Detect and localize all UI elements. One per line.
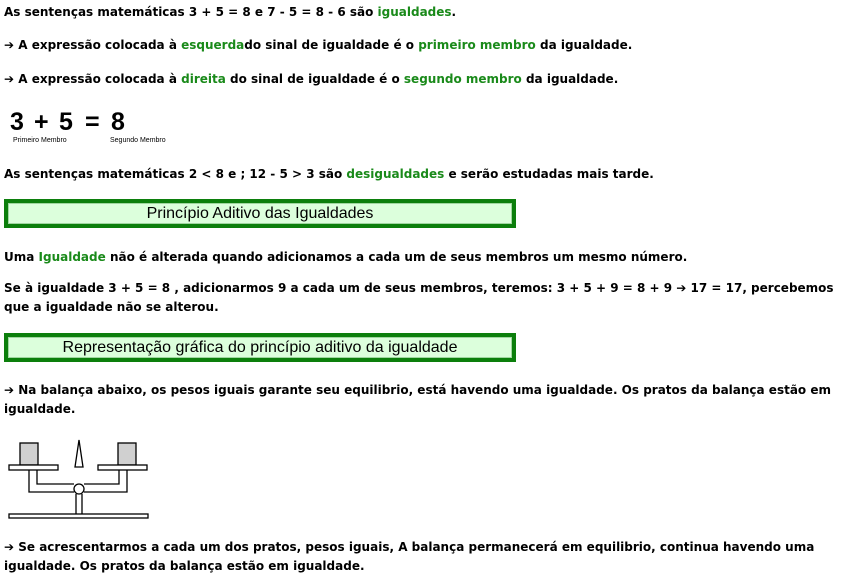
text: . [451, 5, 457, 19]
highlight-primeiro-membro: primeiro membro [418, 38, 536, 52]
text: do sinal de igualdade é o [225, 72, 404, 86]
right-plate [98, 465, 147, 470]
section-header-principio-aditivo [4, 199, 516, 228]
arrow-icon: ➔ [4, 38, 15, 52]
arrow-icon: ➔ [4, 540, 15, 554]
eq-left: 3 [10, 108, 24, 136]
eq-equals: = [85, 108, 100, 136]
text: Se à igualdade 3 + 5 = 8 , adicionarmos 9 a cada um de seus membros, teremos: 3 + 5 + 9 = 8 + 9 [4, 281, 677, 295]
balance-scale-illustration [4, 432, 150, 520]
paragraph-exemplo [4, 279, 849, 317]
highlight-desigualdades: desigualdades [346, 167, 445, 181]
section-header-representacao [4, 333, 516, 362]
paragraph-segundo-membro [4, 71, 618, 87]
scale-base [9, 514, 148, 518]
caption-primeiro-membro: Primeiro Membro [13, 137, 67, 144]
text: As sentenças matemáticas 2 < 8 e ; 12 - 5 > 3 são [4, 167, 347, 181]
scale-pivot [74, 484, 84, 494]
eq-right: 8 [111, 108, 125, 136]
arrow-icon: ➔ [4, 383, 15, 397]
highlight-direita: direita [181, 72, 226, 86]
text: A expressão colocada à [14, 72, 182, 86]
text: Na balança abaixo, os pesos iguais garante seu equilibrio, está havendo uma igualdade. Os pratos da balança estão em igualdade. [4, 383, 831, 416]
left-plate [9, 465, 58, 470]
text: 17 = 17, percebemos que a igualdade não se alterou. [4, 281, 834, 314]
highlight-esquerda: esquerda [181, 38, 245, 52]
section-title: Representação gráfica do princípio aditivo da igualdade [8, 337, 512, 358]
right-weight [118, 443, 136, 465]
scale-pillar [76, 494, 82, 514]
text: não é alterada quando adicionamos a cada um de seus membros um mesmo número. [105, 250, 688, 264]
scale-pointer [75, 440, 83, 467]
left-weight [20, 443, 38, 465]
equation [10, 108, 125, 137]
eq-five: 5 [59, 108, 73, 136]
paragraph-igualdade-nao-alterada [4, 249, 687, 265]
text: do sinal de igualdade é o [244, 38, 419, 52]
text: As sentenças matemáticas 3 + 5 = 8 e 7 - 5 = 8 - 6 são [4, 5, 378, 19]
text: e serão estudadas mais tarde. [444, 167, 654, 181]
highlight-igualdade: Igualdade [38, 250, 106, 264]
arrow-icon: ➔ [676, 281, 687, 295]
paragraph-igualdades [4, 4, 456, 20]
highlight-igualdades: igualdades [377, 5, 452, 19]
text: A expressão colocada à [14, 38, 182, 52]
text: da igualdade. [521, 72, 619, 86]
paragraph-primeiro-membro [4, 37, 632, 53]
paragraph-pesos-iguais [4, 538, 849, 576]
caption-segundo-membro: Segundo Membro [110, 137, 166, 144]
text: Uma [4, 250, 39, 264]
arrow-icon: ➔ [4, 72, 15, 86]
paragraph-balanca [4, 381, 849, 419]
text: Se acrescentarmos a cada um dos pratos, pesos iguais, A balança permanecerá em equilibrio, continua havendo uma igualdade. Os pratos da balança estão em igualdade. [4, 540, 815, 573]
paragraph-desigualdades [4, 166, 654, 182]
section-title: Princípio Aditivo das Igualdades [8, 203, 512, 224]
highlight-segundo-membro: segundo membro [403, 72, 522, 86]
eq-plus: + [34, 108, 49, 136]
text: da igualdade. [535, 38, 633, 52]
